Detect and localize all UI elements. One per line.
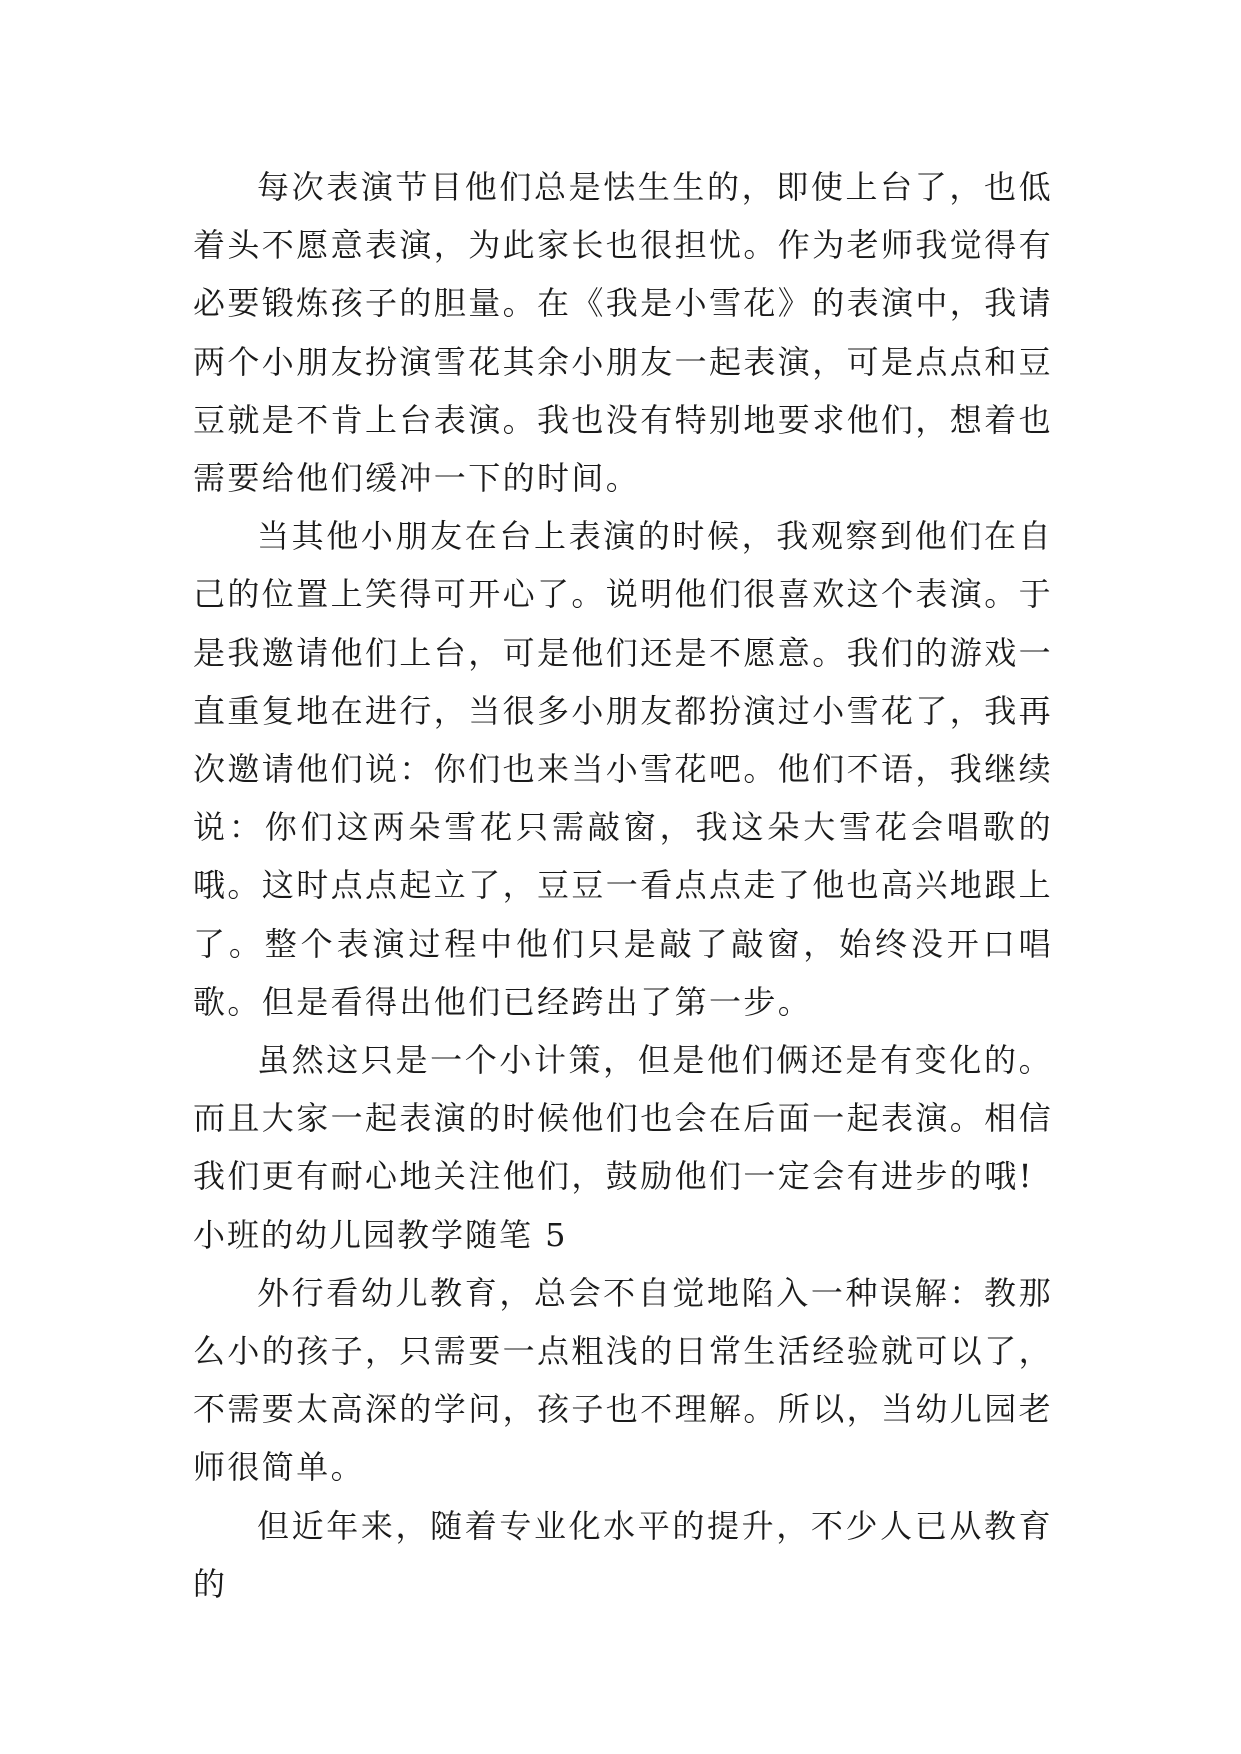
paragraph-stage-shyness: 每次表演节目他们总是怯生生的，即使上台了，也低着头不愿意表演，为此家长也很担忧。作为老师我觉得有必要锻炼孩子的胆量。在《我是小雪花》的表演中，我请两个小朋友扮演雪花其余小朋友一起表演，可是点点和豆豆就是不肯上台表演。我也没有特别地要求他们，想着也需要给他们缓冲一下的时间。	[193, 168, 1054, 498]
document-page	[193, 158, 1053, 1613]
paragraph-recent-years: 但近年来，随着专业化水平的提升，不少人已从教育的	[193, 1506, 1053, 1603]
paragraph-small-strategy: 虽然这只是一个小计策，但是他们俩还是有变化的。而且大家一起表演的时候他们也会在后面一起表演。相信我们更有耐心地关注他们，鼓励他们一定会有进步的哦!	[193, 1041, 1054, 1196]
paragraph-misconception: 外行看幼儿教育，总会不自觉地陷入一种误解：教那么小的孩子，只需要一点粗浅的日常生活经验就可以了，不需要太高深的学问，孩子也不理解。所以，当幼儿园老师很简单。	[193, 1273, 1054, 1487]
section-heading: 小班的幼儿园教学随笔 5	[193, 1215, 568, 1254]
paragraph-snowflake-game: 当其他小朋友在台上表演的时候，我观察到他们在自己的位置上笑得可开心了。说明他们很喜欢这个表演。于是我邀请他们上台，可是他们还是不愿意。我们的游戏一直重复地在进行，当很多小朋友都扮演过小雪花了，我再次邀请他们说：你们也来当小雪花吧。他们不语，我继续说：你们这两朵雪花只需敲窗，我这朵大雪花会唱歌的哦。这时点点起立了，豆豆一看点点走了他也高兴地跟上了。整个表演过程中他们只是敲了敲窗，始终没开口唱歌。但是看得出他们已经跨出了第一步。	[193, 517, 1054, 1021]
